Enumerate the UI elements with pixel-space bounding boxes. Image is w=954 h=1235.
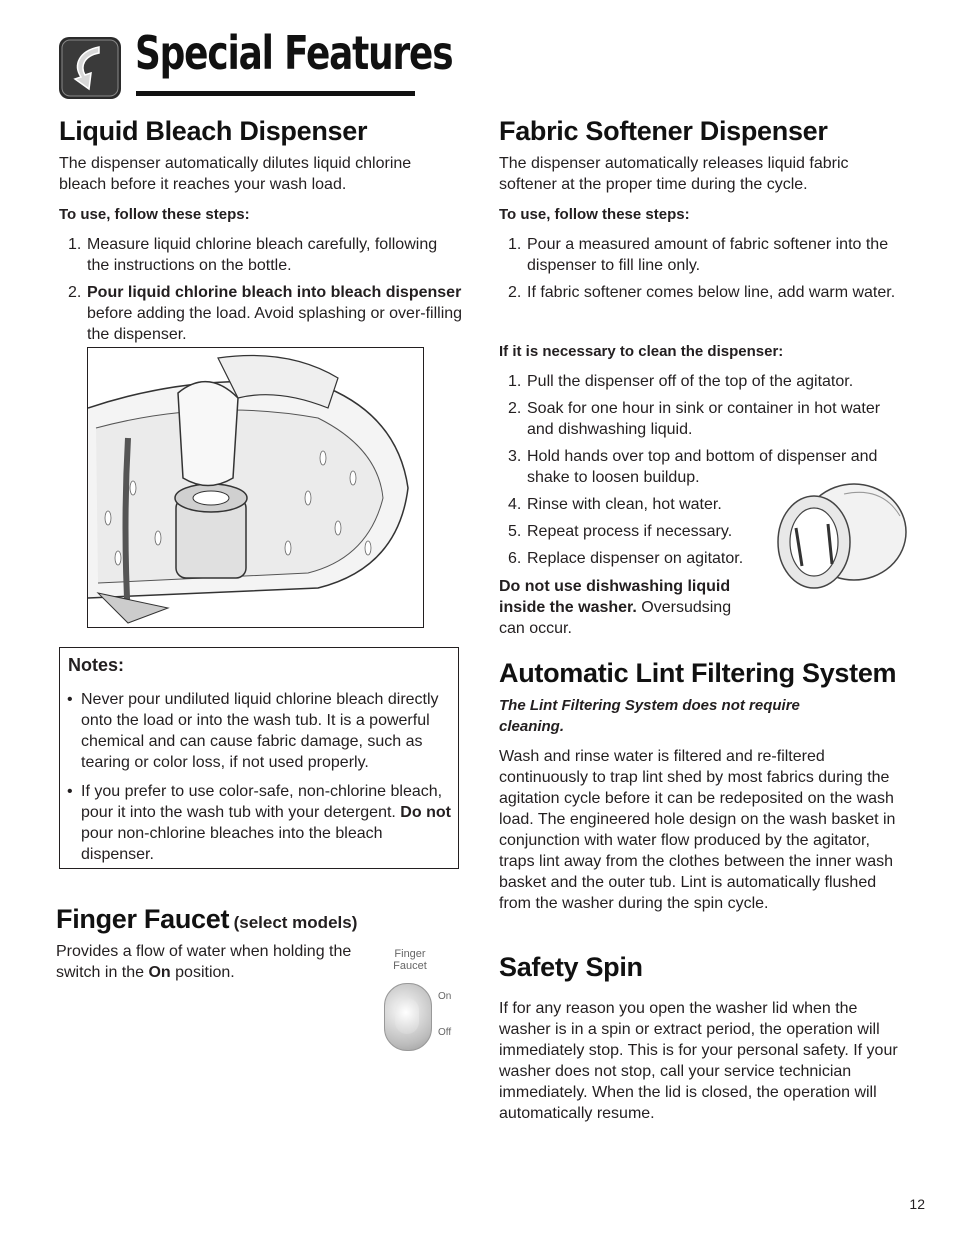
softener-warning: Do not use dishwashing liquid inside the washer. Oversudsing can occur.	[499, 578, 732, 637]
list-item: 2. If fabric softener comes below line, add warm water.	[508, 284, 896, 301]
softener-steps-heading: To use, follow these steps:	[499, 206, 690, 223]
page-number: 12	[909, 1196, 925, 1212]
list-item: 2. Soak for one hour in sink or container in hot water and dishwashing liquid.	[508, 400, 881, 438]
list-item: 1. Measure liquid chlorine bleach carefully, following the instructions on the bottle.	[68, 236, 438, 274]
section-icon	[59, 37, 121, 99]
title-underline	[136, 91, 415, 96]
bleach-intro: The dispenser automatically dilutes liquid chlorine bleach before it reaches your wash load.	[59, 155, 412, 193]
faucet-heading-note: (select models)	[233, 913, 358, 932]
bleach-steps-heading: To use, follow these steps:	[59, 206, 250, 223]
finger-faucet-switch-illustration	[378, 945, 456, 1057]
list-item: • If you prefer to use color-safe, non-chlorine bleach, pour it into the wash tub with your detergent. Do not pour non-chlorine bleaches into the bleach dispenser.	[67, 781, 453, 865]
bleach-steps	[59, 234, 463, 345]
faucet-heading-wrap	[56, 904, 357, 935]
list-item: 1. Pull the dispenser off of the top of the agitator.	[508, 373, 854, 390]
switch-off-label: Off	[438, 1027, 452, 1038]
switch-on-label: On	[438, 991, 452, 1002]
clean-steps-heading: If it is necessary to clean the dispenser:	[499, 343, 784, 360]
safety-heading: Safety Spin	[499, 952, 643, 982]
switch-label: Finger Faucet	[393, 948, 427, 972]
list-item: 2. Pour liquid chlorine bleach into bleach dispenser before adding the load. Avoid splashing or over-filling the dispenser.	[68, 284, 463, 343]
lint-subhead: The Lint Filtering System does not require cleaning.	[499, 697, 800, 735]
page-title: Special Features	[135, 26, 453, 80]
list-item: 4. Rinse with clean, hot water.	[508, 496, 722, 513]
list-item: 1. Pour a measured amount of fabric softener into the dispenser to fill line only.	[508, 236, 889, 274]
softener-heading: Fabric Softener Dispenser	[499, 116, 828, 146]
switch-button-icon	[384, 983, 432, 1051]
safety-body: If for any reason you open the washer lid when the washer is in a spin or extract period, the operation will immediately stop. This is for your personal safety. If your washer does not stop, call your service technician immediately. When the lid is closed, the operation will automatically resume.	[499, 1000, 898, 1122]
softener-steps	[499, 234, 899, 303]
bleach-pouring-illustration	[87, 347, 424, 628]
bleach-heading: Liquid Bleach Dispenser	[59, 116, 368, 146]
lint-heading: Automatic Lint Filtering System	[499, 658, 897, 688]
dispenser-illustration	[772, 476, 912, 598]
list-item: 5. Repeat process if necessary.	[508, 523, 733, 540]
curved-arrow-icon	[59, 37, 121, 99]
faucet-heading: Finger Faucet	[56, 904, 230, 934]
list-item: 3. Hold hands over top and bottom of dispenser and shake to loosen buildup.	[508, 448, 878, 486]
list-item: 6. Replace dispenser on agitator.	[508, 550, 744, 567]
list-item: • Never pour undiluted liquid chlorine bleach directly onto the load or into the wash tub. It is a powerful chemical and can cause fabric damage, such as tearing or color loss, if not used properly.	[67, 689, 453, 773]
notes-title: Notes:	[68, 655, 125, 675]
notes-list	[67, 689, 453, 865]
lint-body: Wash and rinse water is filtered and re-filtered continuously to trap lint shed by most fabrics during the agitation cycle before it can be redeposited on the wash load. The engineered hole design on the wash basket in conjunction with water flow produced by the agitator, traps lint away from the clothes between the inner wash basket and the outer tub. Lint is automatically flushed from the washer during the spin cycle.	[499, 748, 896, 912]
faucet-text: Provides a flow of water when holding the switch in the On position.	[56, 943, 352, 981]
softener-intro: The dispenser automatically releases liquid fabric softener at the proper time during the cycle.	[499, 155, 849, 193]
